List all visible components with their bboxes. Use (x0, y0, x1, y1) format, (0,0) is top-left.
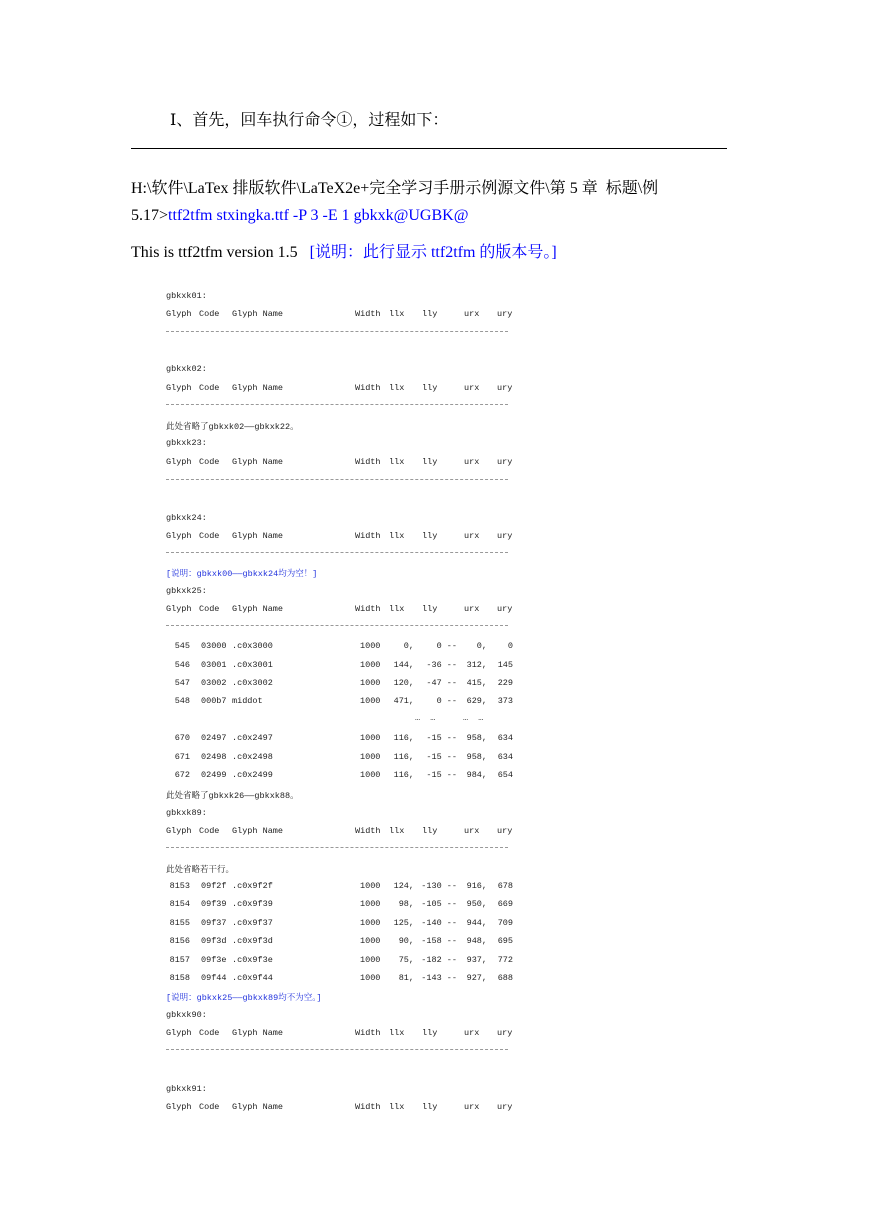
cell-width: 1000 (360, 660, 381, 670)
cell-code: 03002 (201, 678, 227, 688)
cell-lly: 0 -- (436, 641, 457, 651)
path-line-2 (131, 207, 468, 225)
cell-llx: 144, (393, 660, 414, 670)
column-header: lly (422, 457, 438, 467)
cell-code: 09f3e (201, 955, 227, 965)
column-header: lly (422, 826, 438, 836)
cell-lly: -140 -- (421, 918, 457, 928)
cell-glyph: 8158 (169, 973, 190, 983)
cell-width: 1000 (360, 918, 381, 928)
path-prefix: 5.17> (131, 207, 169, 224)
cell-code: 02499 (201, 770, 227, 780)
path-line-1: H:\软件\LaTex 排版软件\LaTeX2e+完全学习手册示例源文件\第 5 章 标题\例 (131, 180, 659, 197)
cell-name: .c0x3002 (232, 678, 273, 688)
column-header: lly (422, 1028, 438, 1038)
cell-code: 09f39 (201, 899, 227, 909)
cell-glyph: 548 (174, 696, 190, 706)
cell-lly: 0 -- (436, 696, 457, 706)
cell-width: 1000 (360, 678, 381, 688)
column-header: ury (497, 826, 513, 836)
cell-width: 1000 (360, 955, 381, 965)
column-header: urx (464, 457, 480, 467)
column-header: llx (389, 826, 405, 836)
cell-glyph: 8153 (169, 881, 190, 891)
cell-ury: 772 (497, 955, 513, 965)
cell-name: .c0x9f2f (232, 881, 273, 891)
cell-glyph: 670 (174, 733, 190, 743)
column-header: Code (199, 531, 220, 541)
column-header: Code (199, 1102, 220, 1112)
cell-width: 1000 (360, 641, 381, 651)
cell-name: .c0x9f3d (232, 936, 273, 946)
version-text: This is ttf2tfm version 1.5 (131, 244, 298, 261)
column-header: Width (355, 531, 381, 541)
cell-ury: 695 (497, 936, 513, 946)
cell-urx: 927, (466, 973, 487, 983)
column-header: Glyph Name (232, 531, 284, 541)
cell-lly: -15 -- (426, 733, 457, 743)
column-header: ury (497, 531, 513, 541)
dashed-rule (166, 479, 508, 480)
cell-urx: 958, (466, 733, 487, 743)
column-header: urx (464, 1028, 480, 1038)
ellipsis: … … (463, 713, 484, 723)
cell-width: 1000 (360, 881, 381, 891)
cell-glyph: 672 (174, 770, 190, 780)
cell-width: 1000 (360, 973, 381, 983)
cell-ury: 654 (497, 770, 513, 780)
dashed-rule (166, 625, 508, 626)
cell-code: 09f37 (201, 918, 227, 928)
column-header: Width (355, 604, 381, 614)
version-note: [说明：此行显示 ttf2tfm 的版本号。] (309, 244, 557, 261)
cell-lly: -182 -- (421, 955, 457, 965)
command-text: ttf2tfm stxingka.ttf -P 3 -E 1 gbkxk@UGBK@ (168, 207, 469, 224)
explanation-note: [说明：gbkxk25——gbkxk89均不为空。] (166, 993, 322, 1003)
omission-note: 此处省略了gbkxk26——gbkxk88。 (166, 791, 299, 801)
cell-glyph: 545 (174, 641, 190, 651)
cell-ury: 145 (497, 660, 513, 670)
column-header: llx (389, 383, 405, 393)
cell-llx: 75, (398, 955, 414, 965)
cell-glyph: 8155 (169, 918, 190, 928)
column-header: lly (422, 1102, 438, 1112)
cell-llx: 0, (403, 641, 414, 651)
cell-code: 03001 (201, 660, 227, 670)
cell-code: 000b7 (201, 696, 227, 706)
cell-lly: -36 -- (426, 660, 457, 670)
column-header: Width (355, 309, 381, 319)
cell-llx: 124, (393, 881, 414, 891)
cell-width: 1000 (360, 770, 381, 780)
cell-lly: -105 -- (421, 899, 457, 909)
cell-name: .c0x2499 (232, 770, 273, 780)
cell-lly: -143 -- (421, 973, 457, 983)
column-header: Glyph Name (232, 457, 284, 467)
column-header: lly (422, 309, 438, 319)
cell-urx: 958, (466, 752, 487, 762)
column-header: urx (464, 309, 480, 319)
column-header: llx (389, 531, 405, 541)
cell-llx: 120, (393, 678, 414, 688)
section-label: gbkxk23: (166, 438, 207, 448)
cell-urx: 629, (466, 696, 487, 706)
column-header: Code (199, 826, 220, 836)
column-header: Code (199, 383, 220, 393)
cell-urx: 312, (466, 660, 487, 670)
cell-code: 09f44 (201, 973, 227, 983)
omission-note: 此处省略了gbkxk02——gbkxk22。 (166, 422, 299, 432)
cell-glyph: 8154 (169, 899, 190, 909)
column-header: Glyph Name (232, 604, 284, 614)
cell-urx: 0, (476, 641, 487, 651)
explanation-note: [说明：gbkxk00——gbkxk24均为空！] (166, 569, 318, 579)
column-header: Glyph Name (232, 309, 284, 319)
section-label: gbkxk01: (166, 291, 207, 301)
cell-glyph: 8156 (169, 936, 190, 946)
column-header: llx (389, 604, 405, 614)
cell-ury: 634 (497, 733, 513, 743)
cell-code: 09f3d (201, 936, 227, 946)
column-header: lly (422, 604, 438, 614)
cell-name: .c0x2497 (232, 733, 273, 743)
cell-llx: 116, (393, 733, 414, 743)
cell-code: 02497 (201, 733, 227, 743)
column-header: Width (355, 383, 381, 393)
section-label: gbkxk90: (166, 1010, 207, 1020)
cell-urx: 950, (466, 899, 487, 909)
cell-name: .c0x9f37 (232, 918, 273, 928)
column-header: llx (389, 1028, 405, 1038)
cell-name: middot (232, 696, 263, 706)
column-header: Code (199, 604, 220, 614)
dashed-rule (166, 331, 508, 332)
cell-glyph: 671 (174, 752, 190, 762)
cell-urx: 415, (466, 678, 487, 688)
cell-urx: 944, (466, 918, 487, 928)
cell-ury: 669 (497, 899, 513, 909)
cell-ury: 229 (497, 678, 513, 688)
cell-name: .c0x9f39 (232, 899, 273, 909)
column-header: Code (199, 457, 220, 467)
column-header: Glyph (166, 383, 192, 393)
column-header: Glyph (166, 457, 192, 467)
ellipsis: … … (415, 713, 436, 723)
column-header: Code (199, 1028, 220, 1038)
cell-code: 02498 (201, 752, 227, 762)
dashed-rule (166, 552, 508, 553)
cell-glyph: 546 (174, 660, 190, 670)
column-header: urx (464, 383, 480, 393)
separator-line (131, 148, 727, 149)
cell-llx: 116, (393, 770, 414, 780)
cell-urx: 984, (466, 770, 487, 780)
column-header: Width (355, 826, 381, 836)
column-header: Glyph (166, 1028, 192, 1038)
section-label: gbkxk91: (166, 1084, 207, 1094)
column-header: ury (497, 309, 513, 319)
column-header: Glyph (166, 531, 192, 541)
column-header: ury (497, 604, 513, 614)
column-header: Glyph Name (232, 1102, 284, 1112)
column-header: urx (464, 604, 480, 614)
column-header: Glyph Name (232, 1028, 284, 1038)
cell-llx: 98, (398, 899, 414, 909)
cell-glyph: 8157 (169, 955, 190, 965)
section-label: gbkxk25: (166, 586, 207, 596)
section-label: gbkxk24: (166, 513, 207, 523)
cell-name: .c0x9f44 (232, 973, 273, 983)
cell-urx: 948, (466, 936, 487, 946)
column-header: urx (464, 826, 480, 836)
column-header: Glyph Name (232, 826, 284, 836)
cell-code: 03000 (201, 641, 227, 651)
cell-ury: 709 (497, 918, 513, 928)
cell-lly: -15 -- (426, 770, 457, 780)
cell-llx: 90, (398, 936, 414, 946)
column-header: Width (355, 1102, 381, 1112)
cell-urx: 916, (466, 881, 487, 891)
column-header: llx (389, 309, 405, 319)
section-label: gbkxk89: (166, 808, 207, 818)
column-header: Glyph (166, 826, 192, 836)
omission-note: 此处省略若干行。 (166, 865, 235, 875)
cell-llx: 81, (398, 973, 414, 983)
dashed-rule (166, 404, 508, 405)
cell-lly: -15 -- (426, 752, 457, 762)
cell-lly: -130 -- (421, 881, 457, 891)
cell-name: .c0x3001 (232, 660, 273, 670)
column-header: Glyph (166, 1102, 192, 1112)
intro-text: Ⅰ、首先，回车执行命令①，过程如下： (170, 112, 449, 129)
column-header: ury (497, 1102, 513, 1112)
column-header: ury (497, 383, 513, 393)
column-header: Glyph (166, 604, 192, 614)
cell-lly: -47 -- (426, 678, 457, 688)
column-header: ury (497, 1028, 513, 1038)
column-header: Code (199, 309, 220, 319)
column-header: Glyph Name (232, 383, 284, 393)
cell-code: 09f2f (201, 881, 227, 891)
cell-ury: 373 (497, 696, 513, 706)
cell-urx: 937, (466, 955, 487, 965)
cell-ury: 0 (507, 641, 513, 651)
column-header: llx (389, 1102, 405, 1112)
column-header: llx (389, 457, 405, 467)
cell-ury: 688 (497, 973, 513, 983)
column-header: Width (355, 457, 381, 467)
cell-width: 1000 (360, 733, 381, 743)
column-header: urx (464, 531, 480, 541)
cell-width: 1000 (360, 696, 381, 706)
column-header: ury (497, 457, 513, 467)
column-header: urx (464, 1102, 480, 1112)
column-header: Width (355, 1028, 381, 1038)
cell-name: .c0x3000 (232, 641, 273, 651)
cell-name: .c0x9f3e (232, 955, 273, 965)
cell-ury: 678 (497, 881, 513, 891)
cell-llx: 471, (393, 696, 414, 706)
cell-width: 1000 (360, 899, 381, 909)
column-header: Glyph (166, 309, 192, 319)
section-label: gbkxk02: (166, 364, 207, 374)
column-header: lly (422, 531, 438, 541)
cell-name: .c0x2498 (232, 752, 273, 762)
cell-lly: -158 -- (421, 936, 457, 946)
dashed-rule (166, 1049, 508, 1050)
cell-ury: 634 (497, 752, 513, 762)
cell-glyph: 547 (174, 678, 190, 688)
dashed-rule (166, 847, 508, 848)
cell-width: 1000 (360, 752, 381, 762)
column-header: lly (422, 383, 438, 393)
cell-llx: 125, (393, 918, 414, 928)
version-line (131, 239, 557, 262)
cell-width: 1000 (360, 936, 381, 946)
cell-llx: 116, (393, 752, 414, 762)
